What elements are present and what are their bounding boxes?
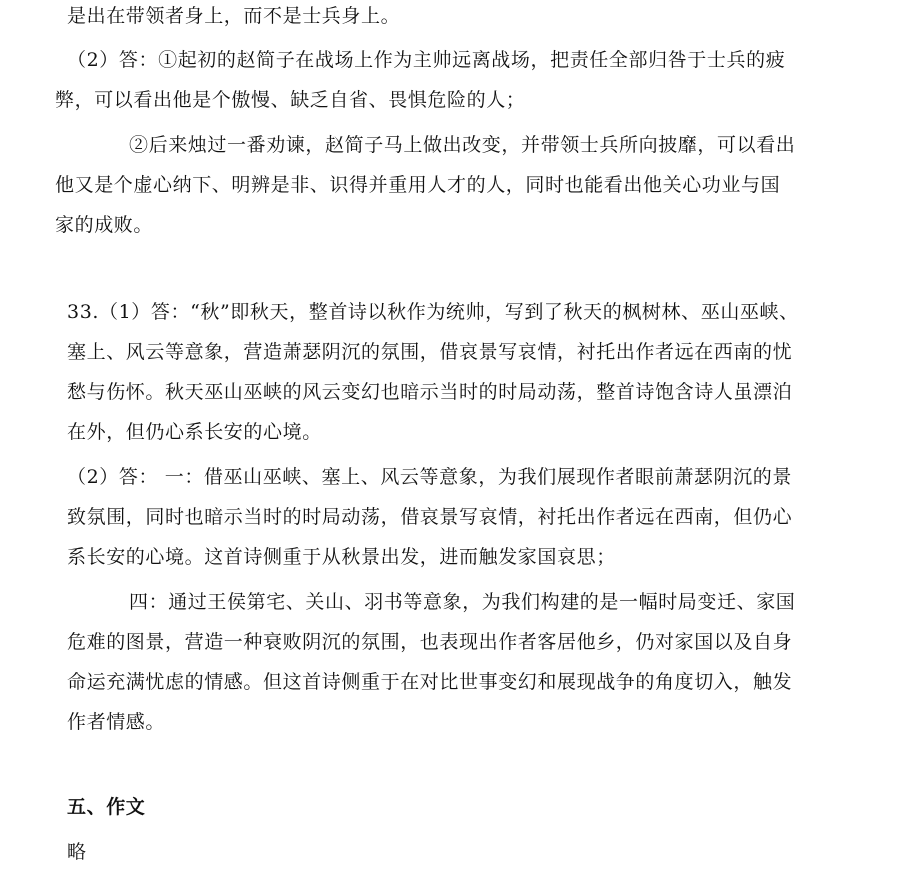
q33-part2-one-line1: （2）答： 一：借巫山巫峡、塞上、风云等意象，为我们展现作者眼前萧瑟阴沉的景 <box>67 466 792 488</box>
q33-part1-line1: 33.（1）答：“秋”即秋天，整首诗以秋作为统帅，写到了秋天的枫树林、巫山巫峡、 <box>67 301 799 323</box>
section5-heading: 五、作文 <box>67 796 146 818</box>
q32-part2-a1-line2: 弊，可以看出他是个傲慢、缺乏自省、畏惧危险的人； <box>55 89 526 111</box>
q33-part2-four-line2: 危难的图景，营造一种衰败阴沉的氛围，也表现出作者客居他乡，仍对家国以及自身 <box>67 631 793 653</box>
q32-part2-a2-line3: 家的成败。 <box>55 214 154 236</box>
q33-part2-four-line3: 命运充满忧虑的情感。但这首诗侧重于在对比世事变幻和展现战争的角度切入，触发 <box>67 671 793 693</box>
section5-body: 略 <box>67 841 87 863</box>
q33-part2-four-line1: 四：通过王侯第宅、关山、羽书等意象，为我们构建的是一幅时局变迁、家国 <box>129 591 796 613</box>
q33-part2-one-line2: 致氛围，同时也暗示当时的时局动荡，借哀景写哀情，衬托出作者远在西南，但仍心 <box>67 506 793 528</box>
q33-part1-line4: 在外，但仍心系长安的心境。 <box>67 421 322 443</box>
q33-part1-line3: 愁与伤怀。秋天巫山巫峡的风云变幻也暗示当时的时局动荡，整首诗饱含诗人虽漂泊 <box>67 381 793 403</box>
q32-part2-a2-line2: 他又是个虚心纳下、明辨是非、识得并重用人才的人，同时也能看出他关心功业与国 <box>55 174 781 196</box>
q32-line1: 是出在带领者身上，而不是士兵身上。 <box>67 5 401 27</box>
q33-part2-one-line3: 系长安的心境。这首诗侧重于从秋景出发，进而触发家国哀思； <box>67 546 616 568</box>
q33-part1-line2: 塞上、风云等意象，营造萧瑟阴沉的氛围，借哀景写哀情，衬托出作者远在西南的忧 <box>67 341 793 363</box>
q33-part2-four-line4: 作者情感。 <box>67 711 166 733</box>
q32-part2-a1-line1: （2）答：①起初的赵简子在战场上作为主帅远离战场，把责任全部归咎于士兵的疲 <box>67 49 786 71</box>
q32-part2-a2-line1: ②后来烛过一番劝谏，赵简子马上做出改变，并带领士兵所向披靡，可以看出 <box>129 134 796 156</box>
